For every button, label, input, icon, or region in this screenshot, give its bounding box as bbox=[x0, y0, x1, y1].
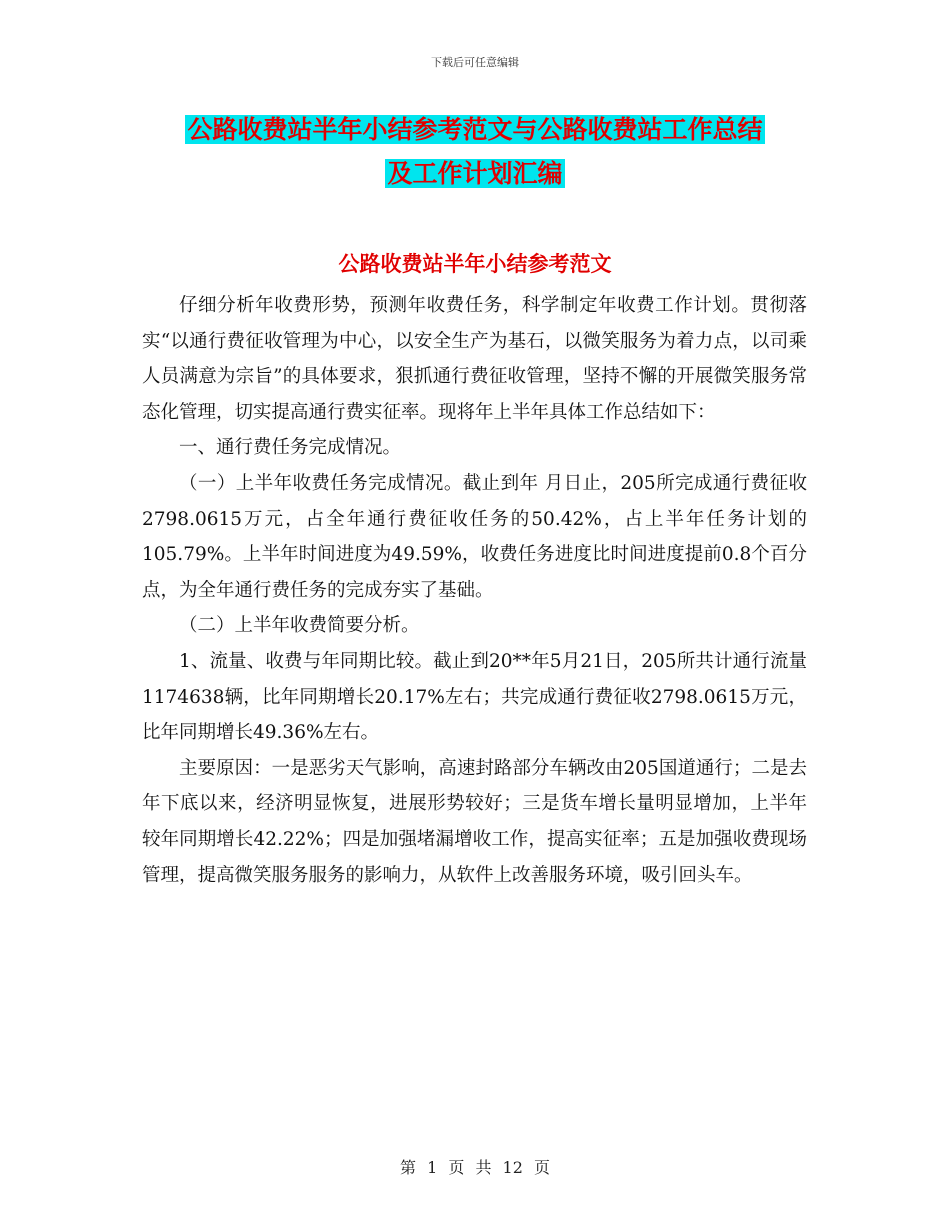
header-note: 下载后可任意编辑 bbox=[431, 56, 519, 69]
paragraph-subsection-2: （二）上半年收费简要分析。 bbox=[179, 615, 420, 637]
paragraph-heading-1: 一、通行费任务完成情况。 bbox=[179, 437, 402, 459]
document-body bbox=[142, 288, 807, 893]
page-footer: 第 1 页 共 12 页 bbox=[400, 1158, 550, 1177]
document-title-line-2: 及工作计划汇编 bbox=[387, 159, 563, 188]
document-title-line-1: 公路收费站半年小结参考范文与公路收费站工作总结 bbox=[187, 115, 763, 144]
paragraph-reasons: 主要原因：一是恶劣天气影响，高速封路部分车辆改由205国道通行；二是去年下底以来，经济明显恢复，进展形势较好；三是货车增长量明显增加，上半年较年同期增长42.22%；四是加强堵漏增收工作，提高实征率；五是加强收费现场管理，提高微笑服务服务的影响力，从软件上改善服务环境，吸引回头车。 bbox=[142, 757, 807, 886]
paragraph-intro: 仔细分析年收费形势，预测年收费任务，科学制定年收费工作计划。贯彻落实“以通行费征收管理为中心，以安全生产为基石，以微笑服务为着力点，以司乘人员满意为宗旨”的具体要求，狠抓通行费征收管理，坚持不懈的开展微笑服务常态化管理，切实提高通行费实征率。现将年上半年具体工作总结如下： bbox=[142, 295, 807, 423]
section-title: 公路收费站半年小结参考范文 bbox=[338, 252, 612, 276]
document-title bbox=[90, 108, 860, 196]
paragraph-comparison: 1、流量、收费与年同期比较。截止到20**年5月21日，205所共计通行流量1174638辆，比年同期增长20.17%左右；共完成通行费征收2798.0615万元，比年同期增长49.36%左右。 bbox=[142, 650, 807, 744]
paragraph-subsection-1: （一）上半年收费任务完成情况。截止到年 月日止，205所完成通行费征收2798.0615万元，占全年通行费征收任务的50.42%，占上半年任务计划的105.79%。上半年时间进度为49.59%，收费任务进度比时间进度提前0.8个百分点，为全年通行费任务的完成夯实了基础。 bbox=[142, 472, 807, 601]
